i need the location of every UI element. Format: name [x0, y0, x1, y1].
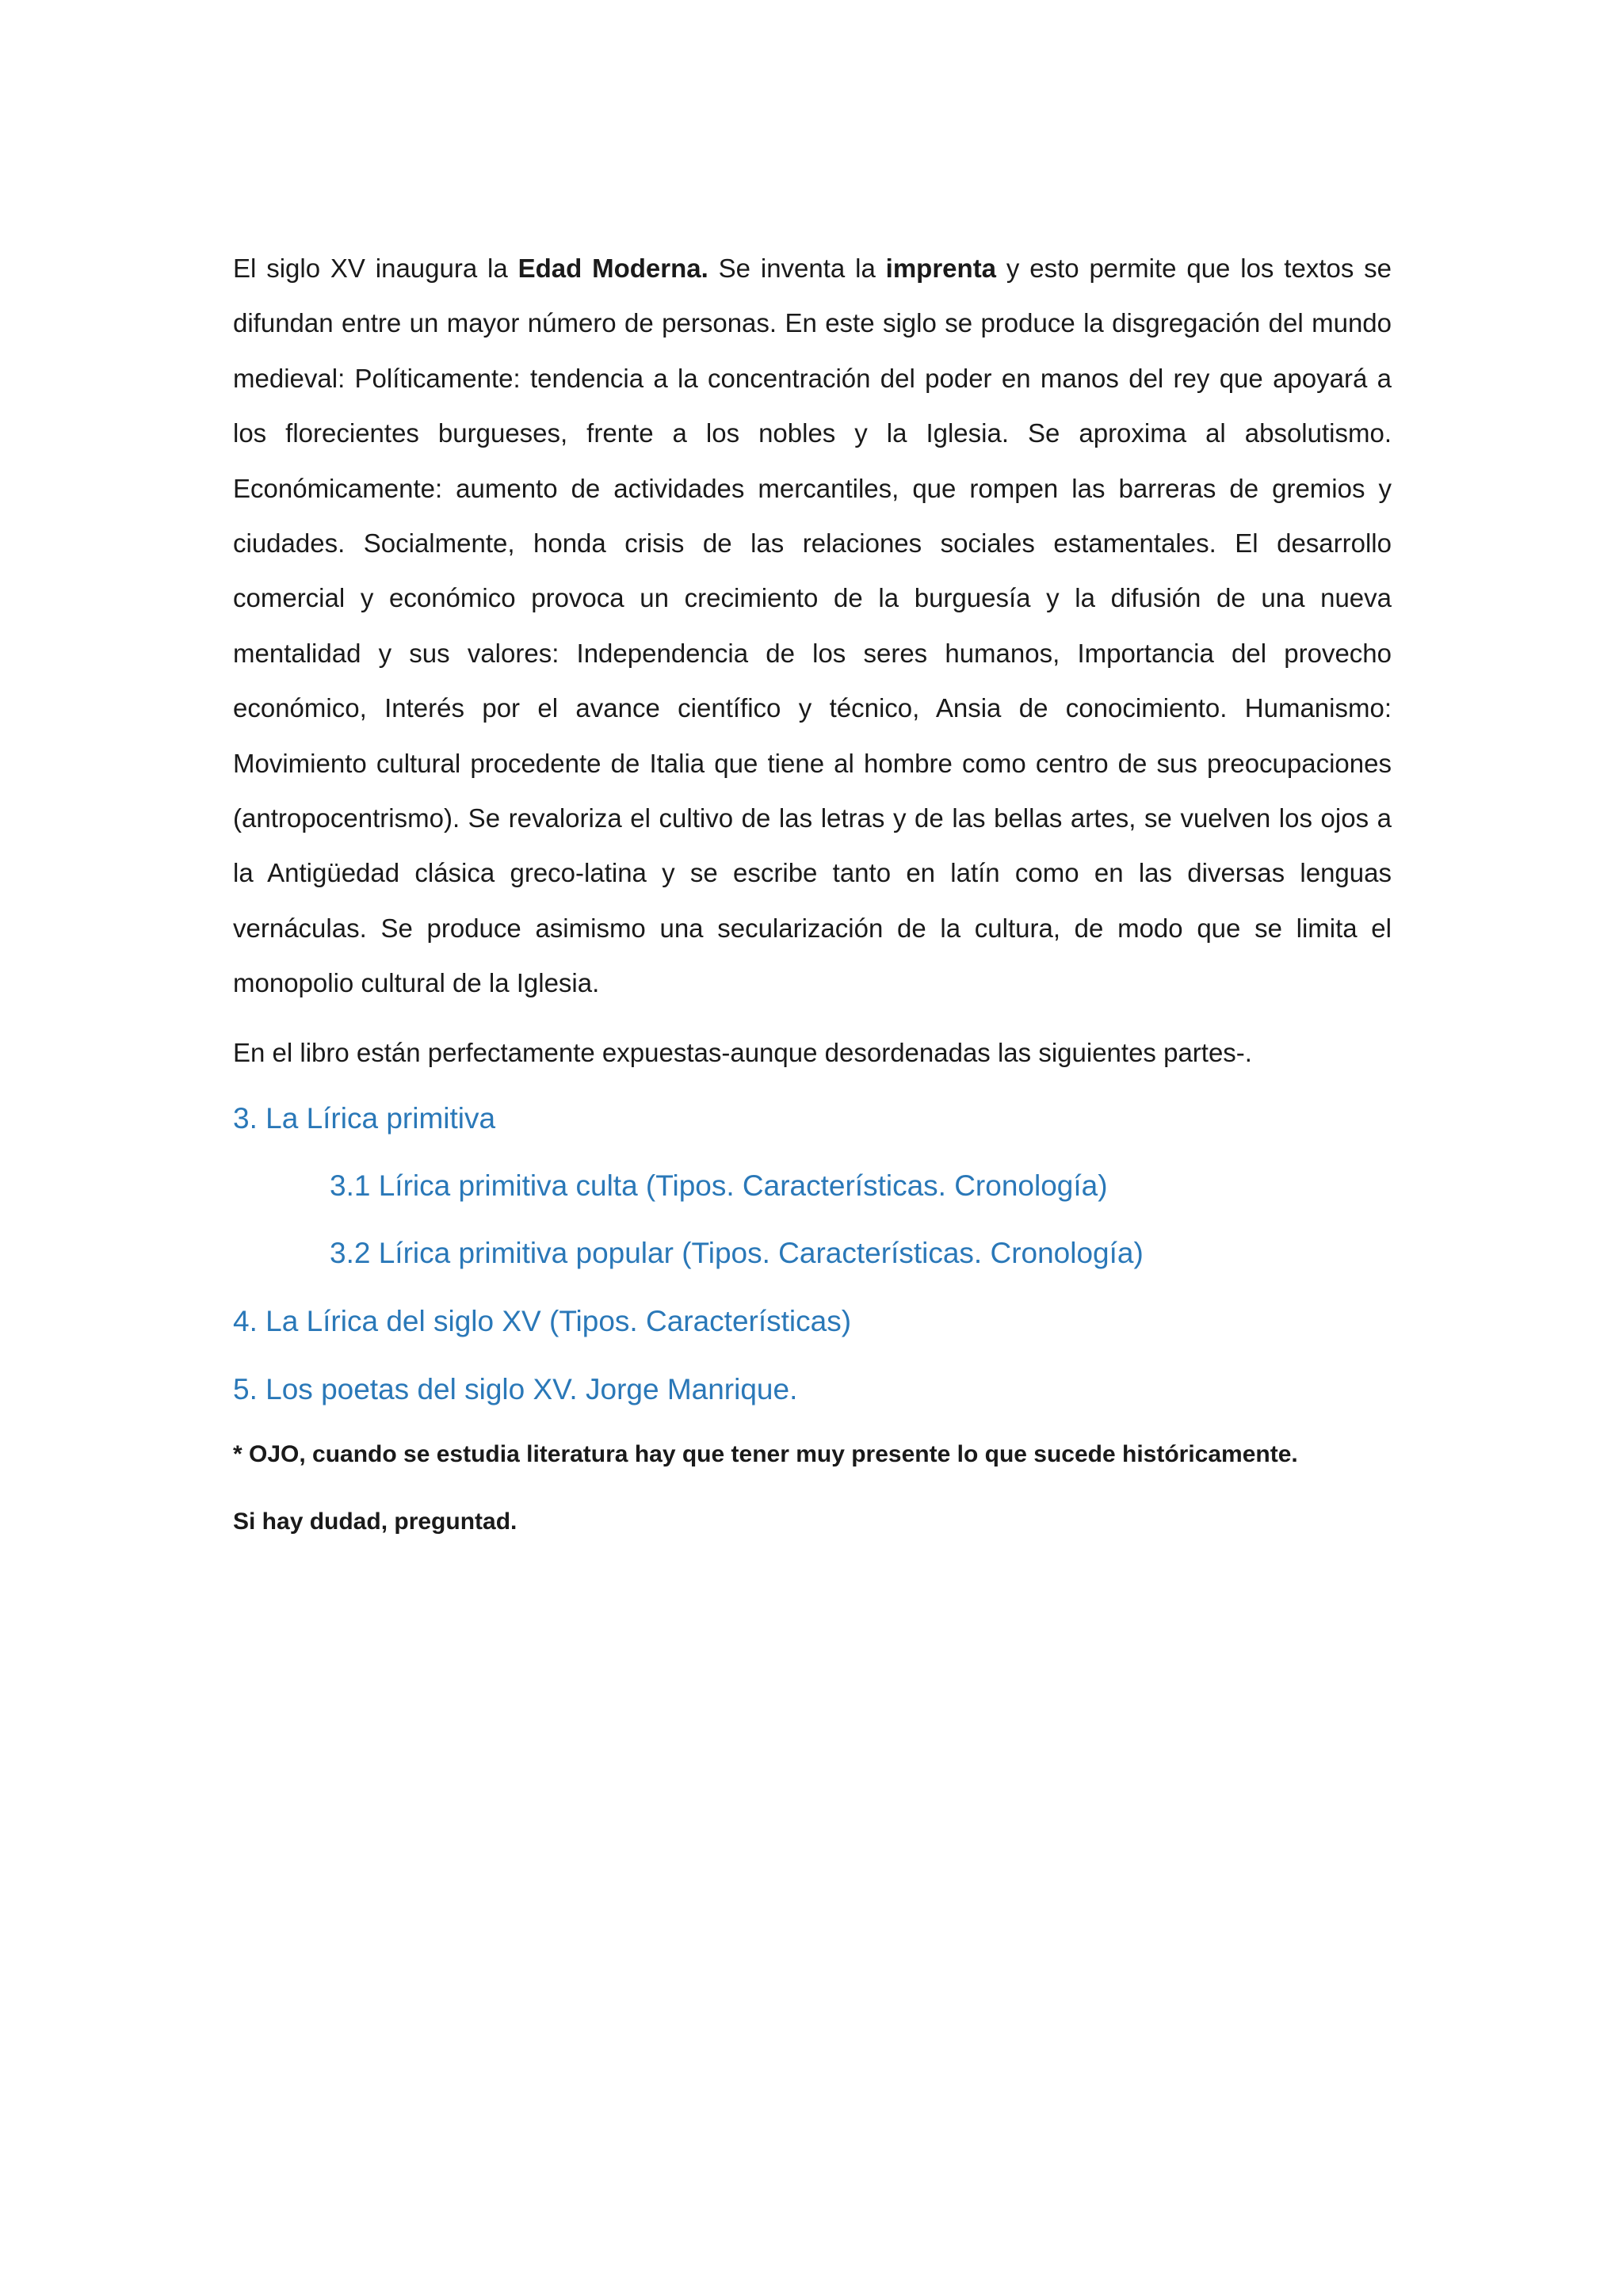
bold-edad-moderna: Edad Moderna. — [517, 254, 708, 283]
note-preguntad: Si hay dudad, preguntad. — [233, 1508, 517, 1535]
main-paragraph — [233, 241, 1392, 1011]
heading-section-3-1: 3.1 Lírica primitiva culta (Tipos. Características. Cronología) — [330, 1169, 1108, 1202]
paragraph-text-a: El siglo XV inaugura la — [233, 254, 518, 283]
paragraph-text-b: Se inventa la — [708, 254, 886, 283]
heading-section-3: 3. La Lírica primitiva — [233, 1101, 496, 1135]
document-content — [233, 241, 1392, 1538]
note-ojo: * OJO, cuando se estudia literatura hay que tener muy presente lo que sucede históricamente. — [233, 1440, 1298, 1467]
intro-line: En el libro están perfectamente expuestas-aunque desordenadas las siguientes partes-. — [233, 1037, 1252, 1067]
heading-section-4: 4. La Lírica del siglo XV (Tipos. Características) — [233, 1304, 852, 1337]
heading-section-3-2: 3.2 Lírica primitiva popular (Tipos. Características. Cronología) — [330, 1236, 1144, 1269]
bold-imprenta: imprenta — [885, 254, 997, 283]
paragraph-text-c: y esto permite que los textos se difundan entre un mayor número de personas. En este siglo se produce la disgregación del mundo medieval: Políticamente: tendencia a la concentración del poder en manos del rey que apoyará a los florecientes burgueses, frente a los nobles y la Iglesia. Se aproxima al absolutismo. Económicamente: aumento de actividades mercantiles, que rompen las barreras de gremios y ciudades. Socialmente, honda crisis de las relaciones sociales estamentales. El desarrollo comercial y económico provoca un crecimiento de la burguesía y la difusión de una nueva mentalidad y sus valores: Independencia de los seres humanos, Importancia del provecho económico, Interés por el avance científico y técnico, Ansia de conocimiento. Humanismo: Movimiento cultural procedente de Italia que tiene al hombre como centro de sus preocupaciones (antropocentrismo). Se revaloriza el cultivo de las letras y de las bellas artes, se vuelven los ojos a la Antigüedad clásica greco-latina y se escribe tanto en latín como en las diversas lenguas vernáculas. Se produce asimismo una secularización de la cultura, de modo que se limita el monopolio cultural de la Iglesia. — [233, 254, 1392, 998]
heading-section-5: 5. Los poetas del siglo XV. Jorge Manrique. — [233, 1372, 798, 1405]
